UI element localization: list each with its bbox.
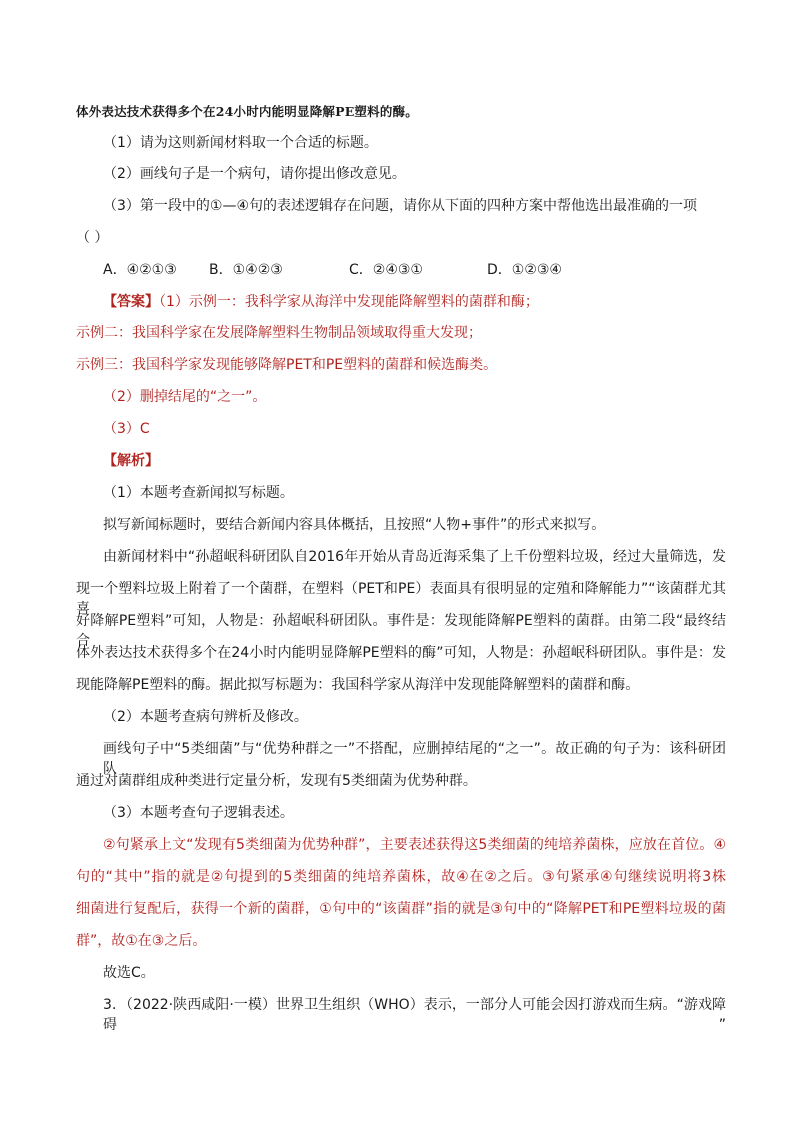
answer-line-2: 示例二：我国科学家在发展降解塑料生物制品领域取得重大发现；	[76, 325, 482, 341]
analysis-line-10: 通过对菌群组成种类进行定量分析，发现有5类细菌为优势种群。	[76, 773, 477, 789]
option-b: B．①④②③	[209, 262, 283, 278]
analysis-line-2: 拟写新闻标题时，要结合新闻内容具体概括，且按照“人物+事件”的形式来拟写。	[103, 517, 606, 533]
analysis-line-11: （3）本题考查句子逻辑表述。	[103, 805, 294, 821]
question-3: （3）第一段中的①—④句的表述逻辑存在问题，请你从下面的四种方案中帮他选出最准确的一项	[103, 198, 698, 214]
analysis-line-7: 现能降解PE塑料的酶。据此拟写标题为：我国科学家从海洋中发现能降解塑料的菌群和酶。	[76, 677, 640, 693]
question-3-heading: 3．（2022·陕西咸阳·一模）世界卫生组织（WHO）表示，一部分人可能会因打游戏而生病。“游戏障碍”	[103, 997, 726, 1033]
analysis-line-13: 句的“其中”指的就是②句提到的5类细菌的纯培养菌株，故④在②之后。③句紧承④句继续说明将3株	[76, 869, 726, 885]
analysis-line-9: 画线句子中“5类细菌”与“优势种群之一”不搭配，应删掉结尾的“之一”。故正确的句子为：该科研团队	[103, 741, 726, 777]
answer-line-5: （3）C	[103, 421, 150, 437]
analysis-tag: 【解析】	[103, 453, 159, 469]
analysis-line-3: 由新闻材料中“孙超岷科研团队自2016年开始从青岛近海采集了上千份塑料垃圾，经过大量筛选，发	[103, 549, 726, 565]
analysis-line-14: 细菌进行复配后，获得一个新的菌群，①句中的“该菌群”指的就是③句中的“降解PET和PE塑料垃圾的菌	[76, 901, 726, 917]
answer-tag: 【答案】	[103, 294, 159, 310]
answer-line-3: 示例三：我国科学家发现能够降解PET和PE塑料的菌群和候选酶类。	[76, 357, 498, 373]
analysis-line-6: 体外表达技术获得多个在24小时内能明显降解PE塑料的酶”可知，人物是：孙超岷科研团队。事件是：发	[76, 645, 726, 661]
answer-blank: （ ）	[76, 230, 109, 246]
option-a: A．④②①③	[103, 262, 177, 278]
analysis-line-8: （2）本题考查病句辨析及修改。	[103, 709, 308, 725]
answer-line-1	[103, 292, 753, 312]
analysis-line-4: 现一个塑料垃圾上附着了一个菌群，在塑料（PET和PE）表面具有很明显的定殖和降解能力”“该菌群尤其喜	[76, 581, 726, 617]
text-line-material-end: 体外表达技术获得多个在24小时内能明显降解PE塑料的酶。	[76, 104, 418, 119]
option-c: C．②④③①	[349, 262, 423, 278]
analysis-line-5: 好降解PE塑料”可知，人物是：孙超岷科研团队。事件是：发现能降解PE塑料的菌群。由第二段“最终结合	[76, 613, 726, 649]
analysis-line-16: 故选C。	[103, 965, 155, 981]
answer-text-1: （1）示例一：我科学家从海洋中发现能降解塑料的菌群和酶；	[159, 294, 539, 310]
answer-line-4: （2）删掉结尾的“之一”。	[103, 389, 267, 405]
question-1: （1）请为这则新闻材料取一个合适的标题。	[103, 135, 378, 151]
option-d: D．①②③④	[487, 262, 562, 278]
analysis-line-1: （1）本题考查新闻拟写标题。	[103, 485, 294, 501]
analysis-line-12: ②句紧承上文“发现有5类细菌为优势种群”，主要表述获得这5类细菌的纯培养菌株，应放在首位。④	[103, 837, 726, 853]
analysis-line-15: 群”，故①在③之后。	[76, 933, 207, 949]
question-2: （2）画线句子是一个病句，请你提出修改意见。	[103, 166, 406, 182]
